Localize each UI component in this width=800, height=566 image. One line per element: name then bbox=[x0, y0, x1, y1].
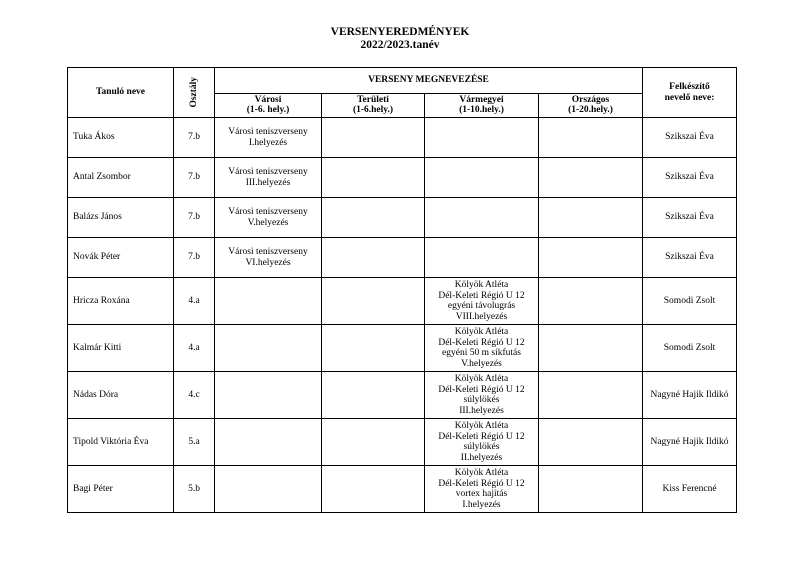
results-table bbox=[67, 67, 737, 513]
orszagos-result-cell bbox=[539, 325, 643, 372]
student-name-cell: Balázs János bbox=[68, 198, 174, 238]
teruleti-result-cell bbox=[322, 238, 425, 278]
teruleti-result-cell bbox=[322, 372, 425, 419]
result-line: Dél-Keleti Régió U 12 bbox=[438, 337, 525, 348]
varmegyei-result-cell bbox=[425, 466, 539, 513]
varosi-result-cell bbox=[215, 118, 322, 158]
level-header-orszagos: Országos (1-20.hely.) bbox=[539, 93, 643, 118]
result-line: Kölyök Atléta bbox=[454, 327, 509, 337]
result-line: I.helyezés bbox=[248, 137, 288, 148]
header-row-1 bbox=[68, 68, 737, 94]
result-line: Városi teniszverseny bbox=[228, 207, 308, 217]
varmegyei-result-cell bbox=[425, 278, 539, 325]
result-line: III.helyezés bbox=[245, 177, 291, 188]
table-row bbox=[68, 198, 737, 238]
class-cell: 7.b bbox=[174, 198, 215, 238]
level-header-varmegyei: Vármegyei (1-10.hely.) bbox=[425, 93, 539, 118]
teacher-cell: Somodi Zsolt bbox=[643, 325, 737, 372]
varosi-result-cell bbox=[215, 158, 322, 198]
table-row bbox=[68, 278, 737, 325]
result-line: vortex hajítás bbox=[455, 489, 508, 499]
result-line: egyéni távolugrás bbox=[447, 301, 516, 311]
result-line: Városi teniszverseny bbox=[228, 247, 308, 257]
student-name-cell: Nádas Dóra bbox=[68, 372, 174, 419]
orszagos-result-cell bbox=[539, 466, 643, 513]
teruleti-result-cell bbox=[322, 466, 425, 513]
varosi-result-cell bbox=[215, 419, 322, 466]
level-header-varosi: Városi (1-6. hely.) bbox=[215, 93, 322, 118]
result-line: VI.helyezés bbox=[245, 257, 291, 268]
teacher-cell: Szikszai Éva bbox=[643, 118, 737, 158]
teruleti-result-cell bbox=[322, 118, 425, 158]
class-cell: 7.b bbox=[174, 238, 215, 278]
result-line: III.helyezés bbox=[459, 405, 504, 416]
varosi-result-cell bbox=[215, 238, 322, 278]
result-line: súlylökés bbox=[463, 395, 500, 405]
document-subtitle: 2022/2023.tanév bbox=[360, 39, 440, 51]
teacher-cell: Somodi Zsolt bbox=[643, 278, 737, 325]
teruleti-result-cell bbox=[322, 158, 425, 198]
result-line: Dél-Keleti Régió U 12 bbox=[438, 478, 525, 489]
document-title: VERSENYEREDMÉNYEK bbox=[330, 26, 470, 38]
col-competition-header: VERSENY MEGNEVEZÉSE bbox=[215, 68, 643, 94]
class-cell: 5.a bbox=[174, 419, 215, 466]
result-line: V.helyezés bbox=[247, 217, 289, 228]
result-line: I.helyezés bbox=[462, 499, 501, 510]
teacher-cell: Kiss Ferencné bbox=[643, 466, 737, 513]
varmegyei-result-cell bbox=[425, 158, 539, 198]
student-name-cell: Tuka Ákos bbox=[68, 118, 174, 158]
result-line: Városi teniszverseny bbox=[228, 127, 308, 137]
teacher-cell: Szikszai Éva bbox=[643, 158, 737, 198]
table-row bbox=[68, 158, 737, 198]
teruleti-result-cell bbox=[322, 278, 425, 325]
result-line: Dél-Keleti Régió U 12 bbox=[438, 431, 525, 442]
varmegyei-result-cell bbox=[425, 198, 539, 238]
student-name-cell: Hricza Roxána bbox=[68, 278, 174, 325]
document-heading bbox=[0, 26, 800, 52]
table-row bbox=[68, 238, 737, 278]
result-line: Kölyök Atléta bbox=[454, 280, 509, 290]
result-line: egyéni 50 m síkfutás bbox=[442, 348, 521, 358]
col-class-header: Osztály bbox=[174, 68, 215, 118]
student-name-cell: Novák Péter bbox=[68, 238, 174, 278]
orszagos-result-cell bbox=[539, 372, 643, 419]
teacher-cell: Szikszai Éva bbox=[643, 198, 737, 238]
table-row bbox=[68, 325, 737, 372]
result-line: VIII.helyezés bbox=[455, 311, 508, 322]
col-teacher-header: Felkészítő nevelő neve: bbox=[643, 68, 737, 118]
class-cell: 7.b bbox=[174, 158, 215, 198]
varosi-result-cell bbox=[215, 372, 322, 419]
result-line: Kölyök Atléta bbox=[454, 468, 509, 478]
result-line: V.helyezés bbox=[461, 358, 502, 369]
table-row bbox=[68, 372, 737, 419]
varmegyei-result-cell bbox=[425, 325, 539, 372]
class-cell: 4.c bbox=[174, 372, 215, 419]
teacher-cell: Szikszai Éva bbox=[643, 238, 737, 278]
results-table-body bbox=[68, 118, 737, 513]
varosi-result-cell bbox=[215, 325, 322, 372]
orszagos-result-cell bbox=[539, 419, 643, 466]
orszagos-result-cell bbox=[539, 278, 643, 325]
class-cell: 7.b bbox=[174, 118, 215, 158]
varosi-result-cell bbox=[215, 278, 322, 325]
result-line: Kölyök Atléta bbox=[454, 374, 509, 384]
teacher-cell: Nagyné Hajik Ildikó bbox=[643, 419, 737, 466]
level-header-teruleti: Területi (1-6.hely.) bbox=[322, 93, 425, 118]
class-cell: 4.a bbox=[174, 278, 215, 325]
orszagos-result-cell bbox=[539, 238, 643, 278]
class-cell: 5.b bbox=[174, 466, 215, 513]
student-name-cell: Tipold Viktória Éva bbox=[68, 419, 174, 466]
teruleti-result-cell bbox=[322, 325, 425, 372]
student-name-cell: Antal Zsombor bbox=[68, 158, 174, 198]
student-name-cell: Bagi Péter bbox=[68, 466, 174, 513]
result-line: Városi teniszverseny bbox=[228, 167, 308, 177]
varosi-result-cell bbox=[215, 198, 322, 238]
teacher-cell: Nagyné Hajik Ildikó bbox=[643, 372, 737, 419]
student-name-cell: Kalmár Kitti bbox=[68, 325, 174, 372]
table-row bbox=[68, 466, 737, 513]
varosi-result-cell bbox=[215, 466, 322, 513]
result-line: súlylökés bbox=[463, 442, 500, 452]
table-row bbox=[68, 419, 737, 466]
result-line: Kölyök Atléta bbox=[454, 421, 509, 431]
varmegyei-result-cell bbox=[425, 419, 539, 466]
col-student-header: Tanuló neve bbox=[68, 68, 174, 118]
result-line: II.helyezés bbox=[460, 452, 503, 463]
class-cell: 4.a bbox=[174, 325, 215, 372]
orszagos-result-cell bbox=[539, 198, 643, 238]
table-row bbox=[68, 118, 737, 158]
orszagos-result-cell bbox=[539, 118, 643, 158]
teruleti-result-cell bbox=[322, 198, 425, 238]
varmegyei-result-cell bbox=[425, 372, 539, 419]
orszagos-result-cell bbox=[539, 158, 643, 198]
result-line: Dél-Keleti Régió U 12 bbox=[438, 290, 525, 301]
result-line: Dél-Keleti Régió U 12 bbox=[438, 384, 525, 395]
teruleti-result-cell bbox=[322, 419, 425, 466]
varmegyei-result-cell bbox=[425, 238, 539, 278]
varmegyei-result-cell bbox=[425, 118, 539, 158]
